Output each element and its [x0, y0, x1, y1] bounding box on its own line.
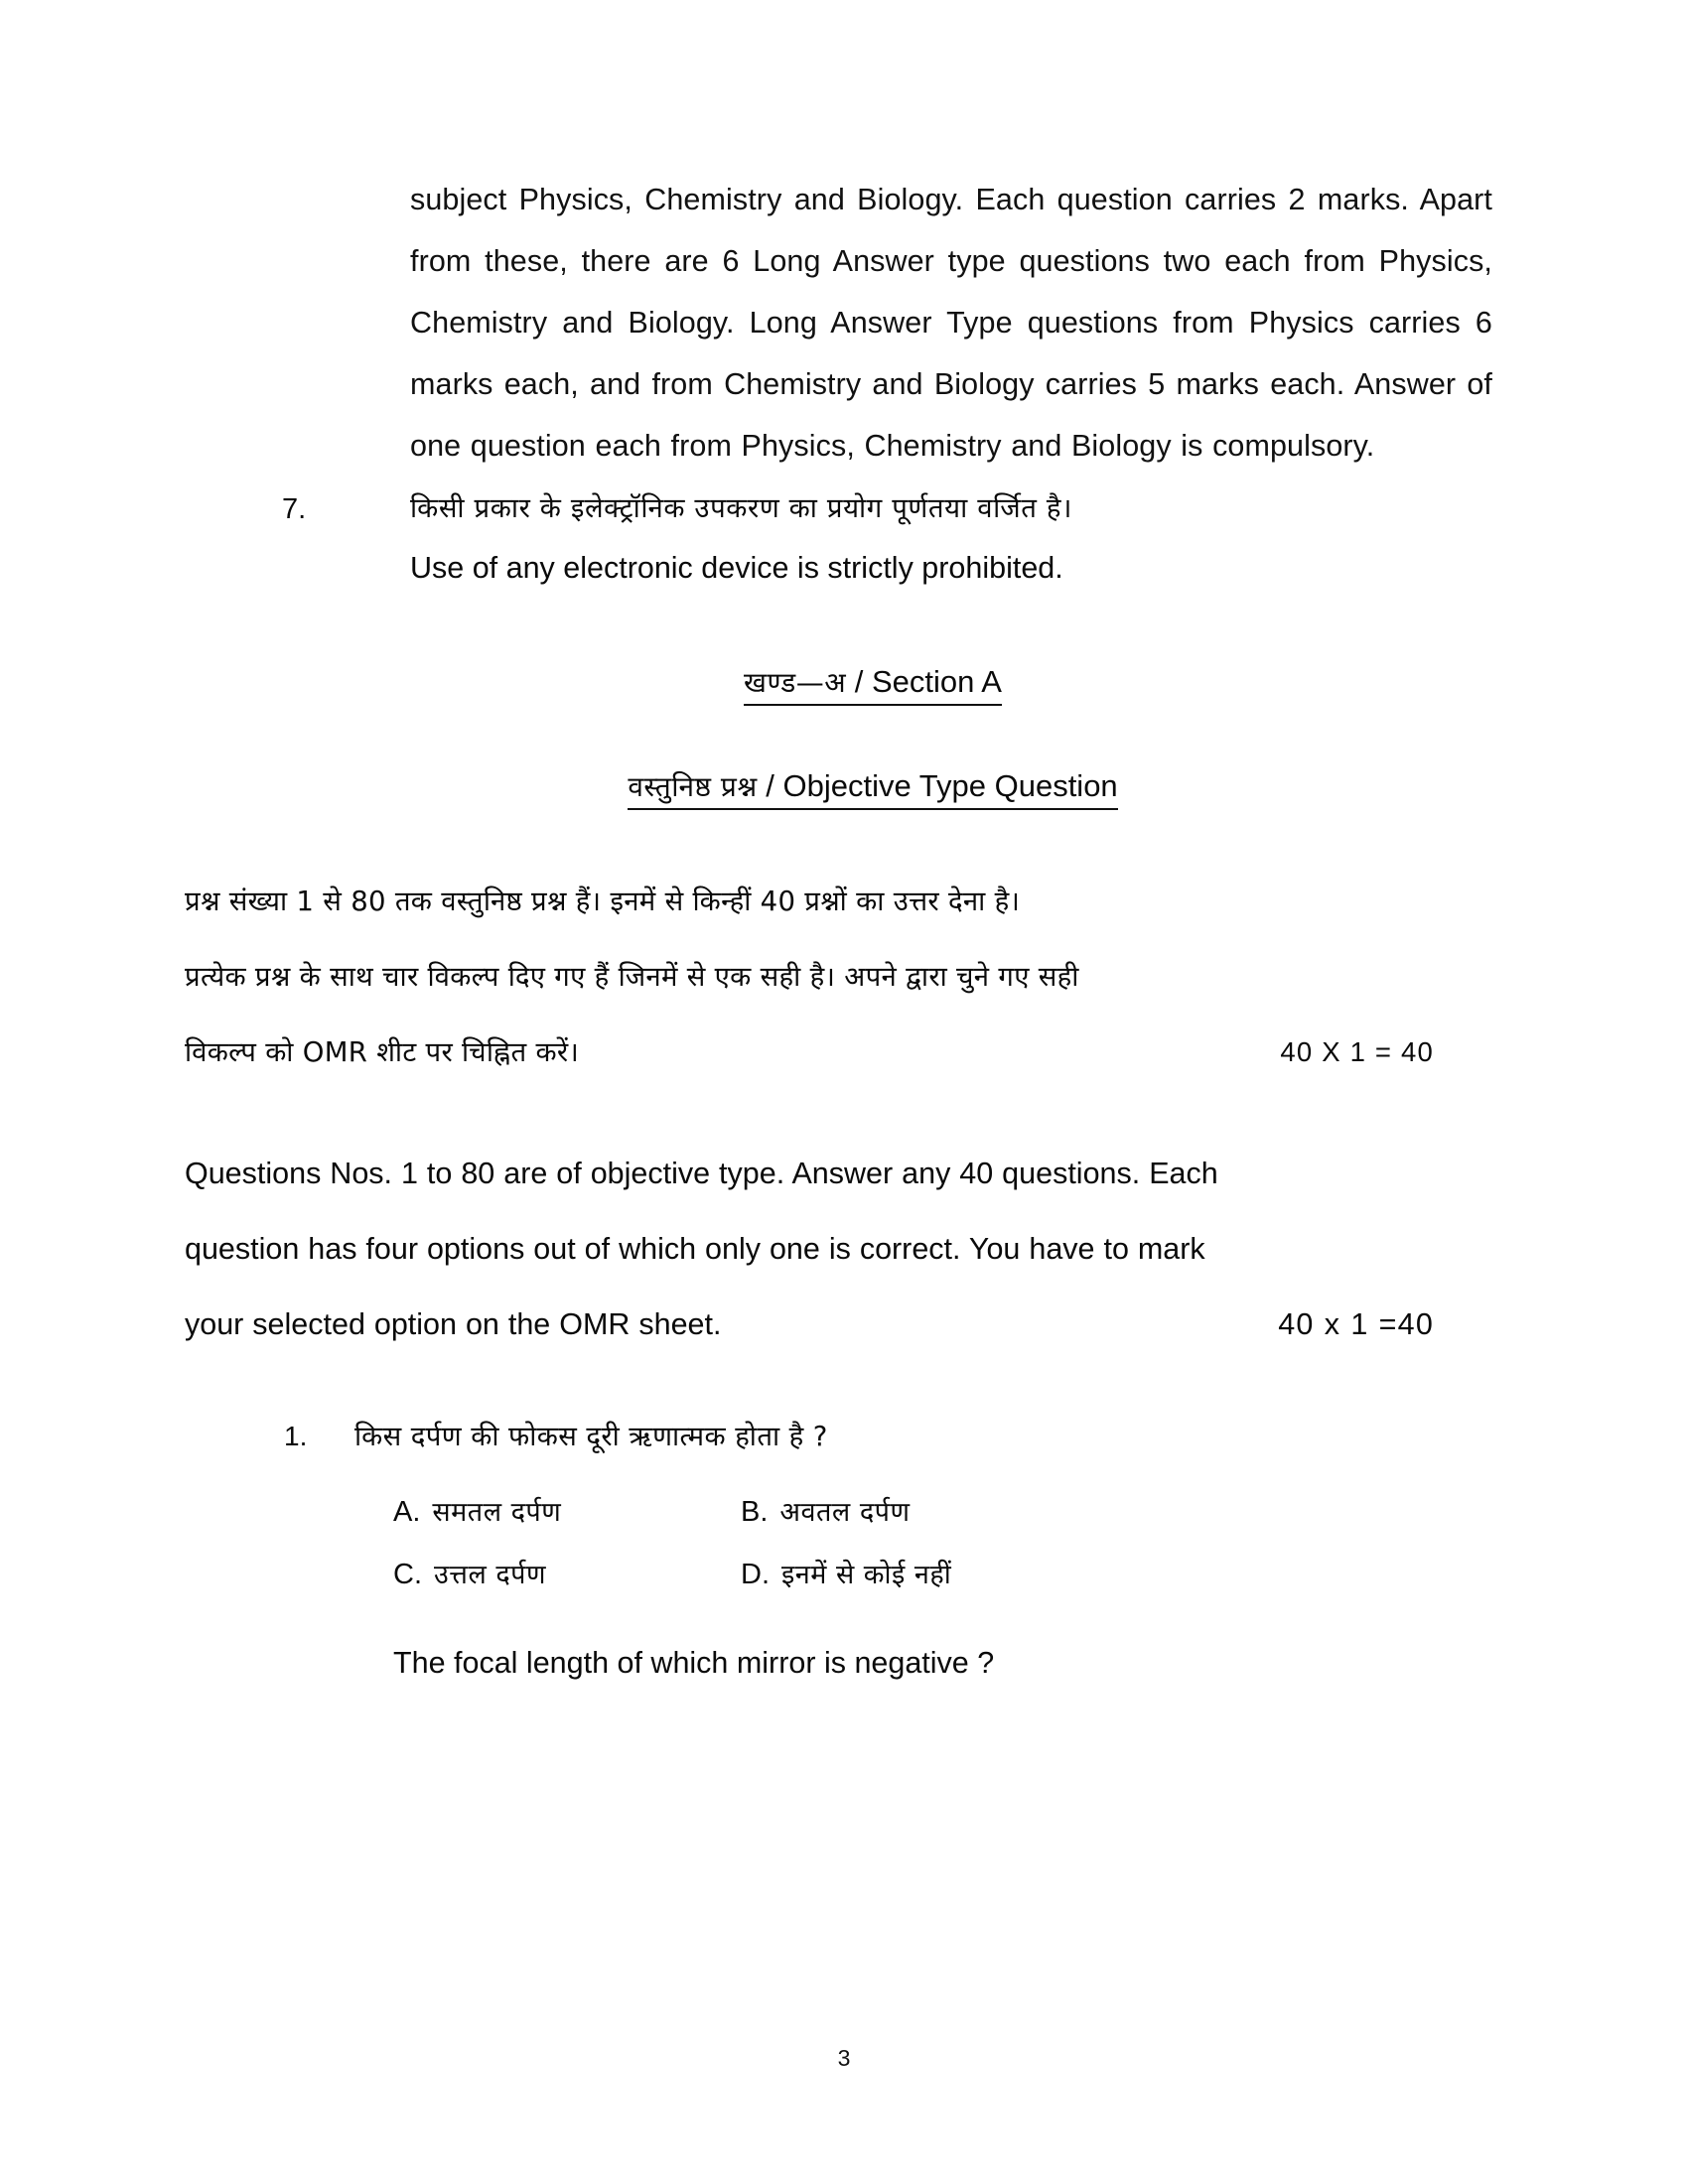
question-1-stem-row — [246, 1406, 1499, 1467]
section-a-heading — [246, 663, 1499, 706]
section-a-heading-devanagari: खण्ड—अ — [744, 666, 847, 699]
question-1-options-row-2 — [393, 1544, 1499, 1606]
question-1-option-a-label: A. — [393, 1496, 421, 1528]
question-1-hindi-text: किस दर्पण की फोकस दूरी ऋणात्मक होता है ? — [354, 1421, 828, 1452]
instruction-english-text: Use of any electronic device is strictly prohibited. — [410, 551, 1063, 585]
question-1-option-b-label: B. — [741, 1496, 769, 1528]
objective-english-line-3-row — [185, 1287, 1434, 1362]
objective-hindi-line-2: प्रत्येक प्रश्न के साथ चार विकल्प दिए गए हैं जिनमें से एक सही है। अपने द्वारा चुने गए सही — [185, 961, 1079, 993]
question-1-options — [393, 1481, 1499, 1606]
objective-english-marks: 40 x 1 =40 — [1278, 1307, 1434, 1341]
question-1-option-d-label: D. — [741, 1559, 770, 1590]
objective-heading-separator: / — [757, 768, 783, 803]
page-content — [185, 169, 1499, 1694]
objective-english-line-1: Questions Nos. 1 to 80 are of objective type. Answer any 40 questions. Each — [185, 1157, 1218, 1190]
objective-type-heading — [246, 767, 1499, 810]
question-1-option-b[interactable] — [741, 1481, 911, 1544]
question-1-option-c-label: C. — [393, 1559, 422, 1590]
objective-english-line-2: question has four options out of which only one is correct. You have to mark — [185, 1232, 1205, 1266]
question-1-english-text: The focal length of which mirror is negative ? — [393, 1646, 995, 1680]
objective-hindi-line-3: विकल्प को OMR शीट पर चिह्नित करें। — [185, 1036, 580, 1068]
objective-type-heading-underline — [628, 767, 1117, 810]
instruction-hindi-text: किसी प्रकार के इलेक्ट्रॉनिक उपकरण का प्रयोग पूर्णतया वर्जित है। — [410, 492, 1073, 524]
question-1-options-row-1 — [393, 1481, 1499, 1544]
objective-hindi-line-1: प्रश्न संख्या 1 से 80 तक वस्तुनिष्ठ प्रश्न हैं। इनमें से किन्हीं 40 प्रश्नों का उत्तर देना है। — [185, 886, 1021, 917]
instruction-body — [410, 478, 1499, 598]
question-1-option-a[interactable] — [393, 1481, 741, 1544]
question-1-option-d-text: इनमें से कोई नहीं — [781, 1560, 952, 1590]
objective-heading-devanagari: वस्तुनिष्ठ प्रश्न — [628, 770, 758, 803]
page-number: 3 — [837, 2045, 851, 2071]
question-1-option-c[interactable] — [393, 1544, 741, 1606]
section-a-heading-latin: Section A — [871, 664, 1002, 699]
instruction-item-7 — [246, 478, 1499, 598]
question-1-option-a-text: समतल दर्पण — [432, 1497, 562, 1528]
objective-hindi-marks: 40 X 1 = 40 — [1280, 1036, 1434, 1067]
question-1-number: 1. — [284, 1421, 308, 1451]
objective-english-line-3: your selected option on the OMR sheet. — [185, 1307, 722, 1341]
objective-instructions-hindi — [185, 864, 1434, 1090]
section-a-heading-underline — [744, 663, 1002, 706]
objective-hindi-line-3-row — [185, 1015, 1434, 1090]
objective-instructions-english — [185, 1136, 1434, 1362]
question-1-option-c-text: उत्तल दर्पण — [434, 1560, 547, 1590]
question-1 — [246, 1406, 1499, 1694]
question-1-option-b-text: अवतल दर्पण — [779, 1497, 911, 1528]
objective-heading-latin: Objective Type Question — [782, 768, 1118, 803]
question-1-option-d[interactable] — [741, 1544, 951, 1606]
instruction-number: 7. — [282, 493, 307, 525]
continued-paragraph: subject Physics, Chemistry and Biology. Each question carries 2 marks. Apart from these, there are 6 Long Answer type questions two each from Physics, Chemistry and Biology. Long Answer Type questions from Physics carries 6 marks each, and from Chemistry and Biology carries 5 marks each. Answer of one question each from Physics, Chemistry and Biology is compulsory. — [410, 183, 1492, 463]
section-a-heading-separator: / — [846, 664, 872, 699]
